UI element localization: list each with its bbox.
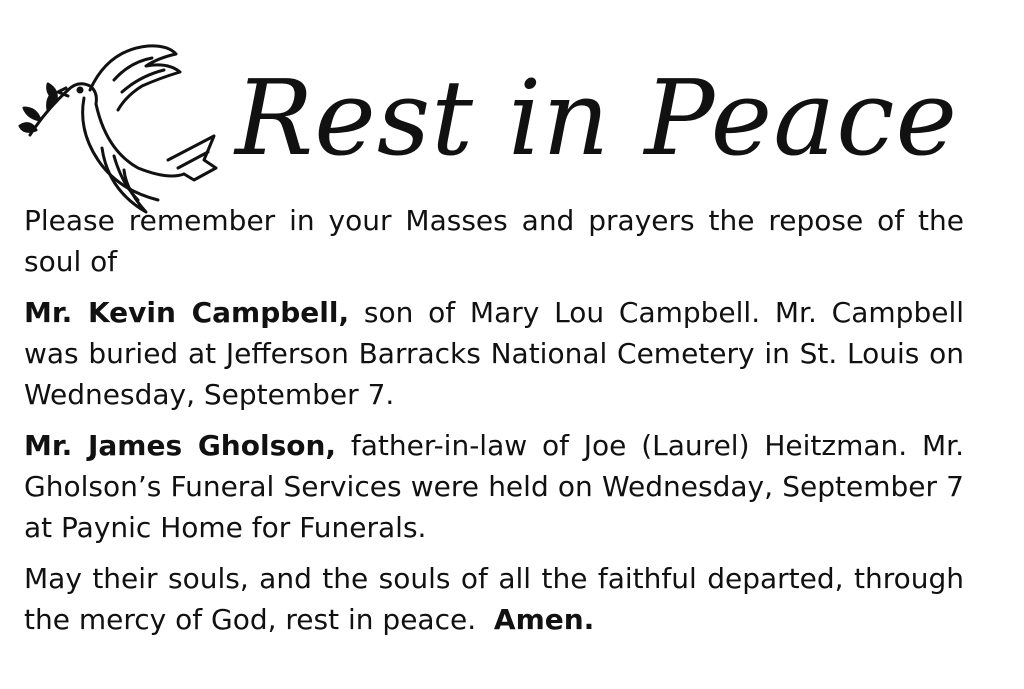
closing-prayer: [24, 558, 973, 640]
notice-body: [24, 200, 973, 650]
dove-with-olive-branch-icon: [18, 40, 218, 215]
closing-text: May their souls, and the souls of all the faithful departed, through the mercy of God, rest in peace.: [24, 562, 973, 636]
obituary-text: son of Mary Lou Campbell. Mr. Campbell was buried at Jefferson Barracks National Cemetery in St. Louis on Wednesday, September 7.: [24, 296, 965, 411]
obituary-entry: [24, 292, 964, 415]
deceased-name: Mr. Kevin Campbell,: [24, 296, 350, 329]
page-title: Rest in Peace: [235, 57, 959, 179]
obituary-entry: [24, 425, 964, 548]
deceased-name: Mr. James Gholson,: [24, 429, 337, 462]
amen-text: Amen.: [493, 603, 595, 636]
obituary-text: father-in-law of Joe (Laurel) Heitzman. Mr. Gholson’s Funeral Services were held on Wednesday, September 7 at Paynic Home for Funerals.: [24, 429, 964, 544]
intro-paragraph: Please remember in your Masses and prayers the repose of the soul of: [24, 204, 964, 278]
